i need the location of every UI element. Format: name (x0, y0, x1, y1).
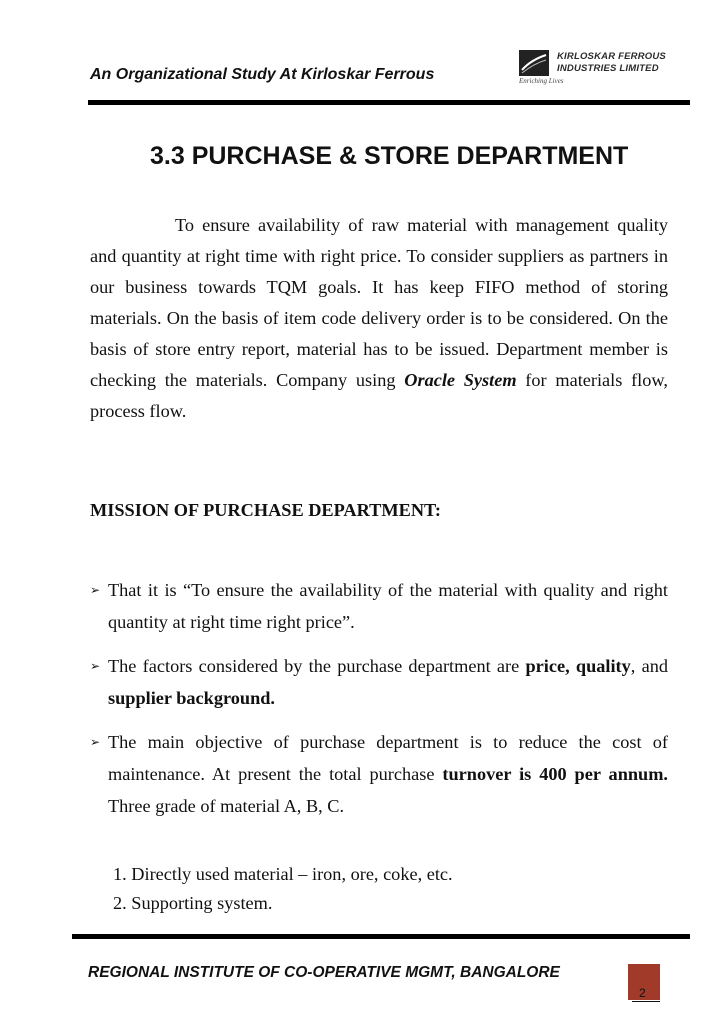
bullet-bold-text: price, quality (525, 656, 631, 676)
bullet-bold-text: supplier background. (108, 688, 275, 708)
list-item (90, 574, 668, 638)
material-numbered-list (113, 860, 453, 918)
list-item (90, 726, 668, 822)
mission-bullet-list (90, 574, 668, 834)
arrowhead-bullet-icon: ➢ (90, 583, 101, 597)
mission-heading: MISSION OF PURCHASE DEPARTMENT: (90, 500, 441, 520)
bullet-text: Three grade of material A, B, C. (108, 796, 345, 816)
list-item: 1. Directly used material – iron, ore, coke, etc. (113, 864, 453, 884)
bullet-text: The main objective of purchase department is to reduce the cost of maintenance. At present the total purchase (108, 732, 668, 784)
page-number: 2 (639, 986, 646, 1000)
header-divider (88, 100, 690, 105)
bullet-text: That it is “To ensure the availability of the material with quality and right quantity at right time right price”. (108, 580, 668, 632)
arrowhead-bullet-icon: ➢ (90, 735, 101, 749)
company-logo (519, 50, 679, 88)
intro-paragraph (90, 210, 668, 427)
logo-name-line2: INDUSTRIES LIMITED (557, 63, 659, 74)
bullet-bold-text: turnover is 400 per annum. (442, 764, 669, 784)
page-number-underline (632, 1001, 660, 1002)
bullet-text: The factors considered by the purchase department are (108, 656, 526, 676)
section-heading: 3.3 PURCHASE & STORE DEPARTMENT (150, 142, 629, 170)
intro-text-part1: To ensure availability of raw material with management quality and quantity at right time with right price. To consider suppliers as partners in our business towards TQM goals. It has keep FIFO method of storing materials. On the basis of item code delivery order is to be considered. On the basis of store entry report, material has to be issued. Department member is checking the materials. Company using (90, 215, 668, 390)
arrowhead-bullet-icon: ➢ (90, 659, 101, 673)
footer-institute-name: REGIONAL INSTITUTE OF CO-OPERATIVE MGMT, BANGALORE (88, 964, 560, 981)
header-title: An Organizational Study At Kirloskar Ferrous (90, 66, 435, 83)
list-item: 2. Supporting system. (113, 893, 273, 913)
footer-divider (72, 934, 690, 939)
logo-tagline: Enriching Lives (519, 77, 564, 85)
logo-name-line1: KIRLOSKAR FERROUS (557, 51, 666, 62)
kirloskar-logo-icon (519, 50, 549, 76)
intro-emphasis: Oracle System (404, 370, 517, 390)
intro-text-part2: for materials flow, process flow. (90, 370, 668, 421)
bullet-text: , and (630, 656, 668, 676)
list-item (90, 650, 668, 714)
